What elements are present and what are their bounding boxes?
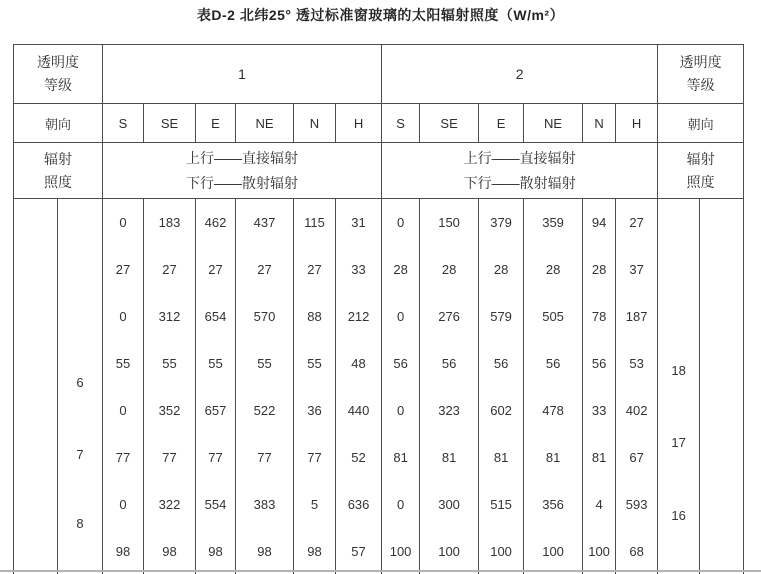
- table-value: 100: [542, 544, 564, 559]
- hour-label-16: 16: [671, 508, 686, 523]
- table-value: 0: [119, 309, 127, 324]
- transparency-header-right: [658, 45, 744, 104]
- direction-header-g1-n: N: [294, 104, 336, 143]
- table-value: 352: [158, 403, 181, 418]
- table-value: 402: [625, 403, 648, 418]
- table-value: 77: [115, 450, 131, 465]
- table-value: 28: [441, 262, 457, 277]
- table-value: 27: [629, 215, 644, 230]
- table-value: 28: [493, 262, 509, 277]
- data-column-g2-h: [616, 199, 658, 574]
- bottom-divider: [0, 570, 761, 572]
- table-value: 27: [257, 262, 272, 277]
- data-column-g1-se: [144, 199, 196, 574]
- table-value: 276: [438, 309, 460, 324]
- transparency-label-line1: 透明度: [37, 54, 79, 70]
- table-value: 55: [208, 356, 223, 371]
- table-value: 27: [162, 262, 177, 277]
- table-value: 115: [304, 215, 325, 230]
- transparency-label-line2: 等级: [686, 77, 715, 93]
- table-value: 81: [393, 450, 408, 465]
- data-column-g1-n: [294, 199, 336, 574]
- direction-header-g1-s: S: [103, 104, 144, 143]
- table-value: 94: [591, 215, 607, 230]
- data-column-g1-s: [103, 199, 144, 574]
- table-value: 0: [396, 497, 405, 512]
- radiation-label-line2: 照度: [686, 173, 715, 190]
- table-value: 462: [204, 215, 227, 230]
- legend-header-row: [14, 143, 744, 199]
- table-value: 100: [438, 544, 460, 559]
- table-value: 81: [591, 450, 607, 465]
- table-value: 212: [347, 309, 370, 324]
- table-value: 56: [441, 356, 457, 371]
- orientation-header-right: 朝向: [658, 104, 744, 143]
- table-value: 379: [490, 215, 512, 230]
- table-value: 0: [396, 309, 405, 324]
- table-value: 636: [347, 497, 370, 512]
- table-value: 52: [351, 450, 366, 465]
- table-value: 300: [438, 497, 460, 512]
- table-value: 37: [629, 262, 644, 277]
- table-value: 657: [204, 403, 227, 418]
- hour-label-6: 6: [76, 375, 84, 390]
- radiation-label-line2: 照度: [44, 173, 72, 190]
- radiation-header-left: [14, 143, 103, 199]
- table-value: 77: [307, 450, 322, 465]
- transparency-label-line2: 等级: [44, 77, 72, 93]
- transparency-label-line1: 透明度: [679, 54, 722, 70]
- table-value: 77: [257, 450, 272, 465]
- left-spacer-column: [14, 199, 58, 574]
- table-value: 27: [208, 262, 223, 277]
- radiation-header-right: [658, 143, 744, 199]
- direction-header-g2-e: E: [479, 104, 524, 143]
- table-value: 323: [438, 403, 460, 418]
- table-value: 602: [490, 403, 512, 418]
- hour-label-7: 7: [76, 447, 84, 462]
- table-value: 81: [545, 450, 561, 465]
- table-value: 359: [542, 215, 564, 230]
- table-value: 81: [441, 450, 457, 465]
- right-hours-column: [658, 199, 700, 574]
- transparency-header-row: [14, 45, 744, 104]
- data-column-g2-s: [382, 199, 420, 574]
- table-value: 98: [115, 544, 131, 559]
- table-value: 554: [204, 497, 227, 512]
- direction-header-g2-se: SE: [420, 104, 479, 143]
- table-value: 478: [542, 403, 564, 418]
- table-value: 27: [115, 262, 131, 277]
- table-value: 31: [351, 215, 366, 230]
- data-column-g1-ne: [236, 199, 294, 574]
- legend-direct-line: 上行——直接辐射: [186, 149, 299, 166]
- table-value: 55: [307, 356, 322, 371]
- table-value: 0: [396, 215, 405, 230]
- radiation-label-line1: 辐射: [686, 150, 715, 167]
- table-value: 183: [158, 215, 181, 230]
- direction-header-g1-se: SE: [144, 104, 196, 143]
- table-value: 81: [493, 450, 509, 465]
- legend-diffuse-line: 下行——散射辐射: [186, 174, 299, 191]
- table-value: 28: [545, 262, 561, 277]
- data-column-g1-e: [196, 199, 236, 574]
- data-column-g2-se: [420, 199, 479, 574]
- table-value: 88: [307, 309, 322, 324]
- table-value: 579: [490, 309, 512, 324]
- table-value: 0: [119, 403, 127, 418]
- table-value: 78: [591, 309, 607, 324]
- table-value: 0: [119, 215, 127, 230]
- solar-radiation-table: [13, 44, 744, 574]
- table-value: 522: [253, 403, 276, 418]
- table-value: 312: [158, 309, 181, 324]
- direction-header-g2-ne: NE: [524, 104, 583, 143]
- data-column-g2-n: [583, 199, 616, 574]
- table-value: 67: [629, 450, 644, 465]
- table-value: 55: [162, 356, 177, 371]
- table-value: 48: [351, 356, 366, 371]
- hour-label-18: 18: [671, 363, 686, 378]
- table-value: 56: [393, 356, 408, 371]
- direction-header-g1-ne: NE: [236, 104, 294, 143]
- table-value: 100: [588, 544, 610, 559]
- table-value: 0: [396, 403, 405, 418]
- orientation-header-row: [14, 104, 744, 143]
- table-value: 0: [119, 497, 127, 512]
- data-row-block: [14, 199, 744, 574]
- data-column-g2-ne: [524, 199, 583, 574]
- table-value: 100: [389, 544, 412, 559]
- left-hours-column: [58, 199, 103, 574]
- legend-group1: [103, 143, 382, 199]
- direction-header-g2-h: H: [616, 104, 658, 143]
- table-value: 55: [257, 356, 272, 371]
- table-value: 68: [629, 544, 644, 559]
- transparency-grade-1-header: 1: [103, 45, 382, 104]
- table-value: 98: [162, 544, 177, 559]
- data-column-g1-h: [336, 199, 382, 574]
- table-value: 28: [591, 262, 607, 277]
- table-value: 383: [253, 497, 276, 512]
- table-value: 322: [158, 497, 181, 512]
- table-value: 4: [595, 497, 603, 512]
- legend-diffuse-line: 下行——散射辐射: [463, 174, 576, 191]
- legend-direct-line: 上行——直接辐射: [463, 149, 576, 166]
- page-title: 表D-2 北纬25° 透过标准窗玻璃的太阳辐射照度（W/m²）: [196, 7, 565, 23]
- table-value: 187: [625, 309, 648, 324]
- table-value: 36: [307, 403, 322, 418]
- table-value: 33: [591, 403, 607, 418]
- table-value: 98: [307, 544, 322, 559]
- table-value: 437: [253, 215, 276, 230]
- direction-header-g1-h: H: [336, 104, 382, 143]
- transparency-grade-2-header: 2: [382, 45, 658, 104]
- table-value: 150: [438, 215, 460, 230]
- table-value: 505: [542, 309, 564, 324]
- table-value: 440: [347, 403, 370, 418]
- table-value: 55: [115, 356, 131, 371]
- table-value: 515: [490, 497, 512, 512]
- transparency-header-left: [14, 45, 103, 104]
- data-column-g2-e: [479, 199, 524, 574]
- direction-header-g2-s: S: [382, 104, 420, 143]
- table-value: 654: [204, 309, 227, 324]
- table-value: 57: [351, 544, 366, 559]
- table-value: 56: [493, 356, 509, 371]
- table-value: 28: [393, 262, 408, 277]
- table-value: 5: [310, 497, 319, 512]
- hour-label-8: 8: [76, 516, 84, 531]
- table-value: 98: [257, 544, 272, 559]
- right-spacer-column: [700, 199, 744, 574]
- hour-label-17: 17: [671, 435, 686, 450]
- table-value: 77: [162, 450, 177, 465]
- direction-header-g1-e: E: [196, 104, 236, 143]
- table-value: 33: [351, 262, 366, 277]
- table-value: 570: [253, 309, 276, 324]
- table-value: 98: [208, 544, 223, 559]
- table-value: 100: [490, 544, 512, 559]
- legend-group2: [382, 143, 658, 199]
- radiation-label-line1: 辐射: [44, 150, 72, 167]
- table-value: 77: [208, 450, 223, 465]
- table-value: 56: [591, 356, 607, 371]
- table-value: 56: [545, 356, 561, 371]
- direction-header-g2-n: N: [583, 104, 616, 143]
- table-value: 53: [629, 356, 644, 371]
- table-value: 27: [307, 262, 322, 277]
- table-value: 593: [625, 497, 648, 512]
- orientation-header-left: 朝向: [14, 104, 103, 143]
- table-value: 356: [542, 497, 564, 512]
